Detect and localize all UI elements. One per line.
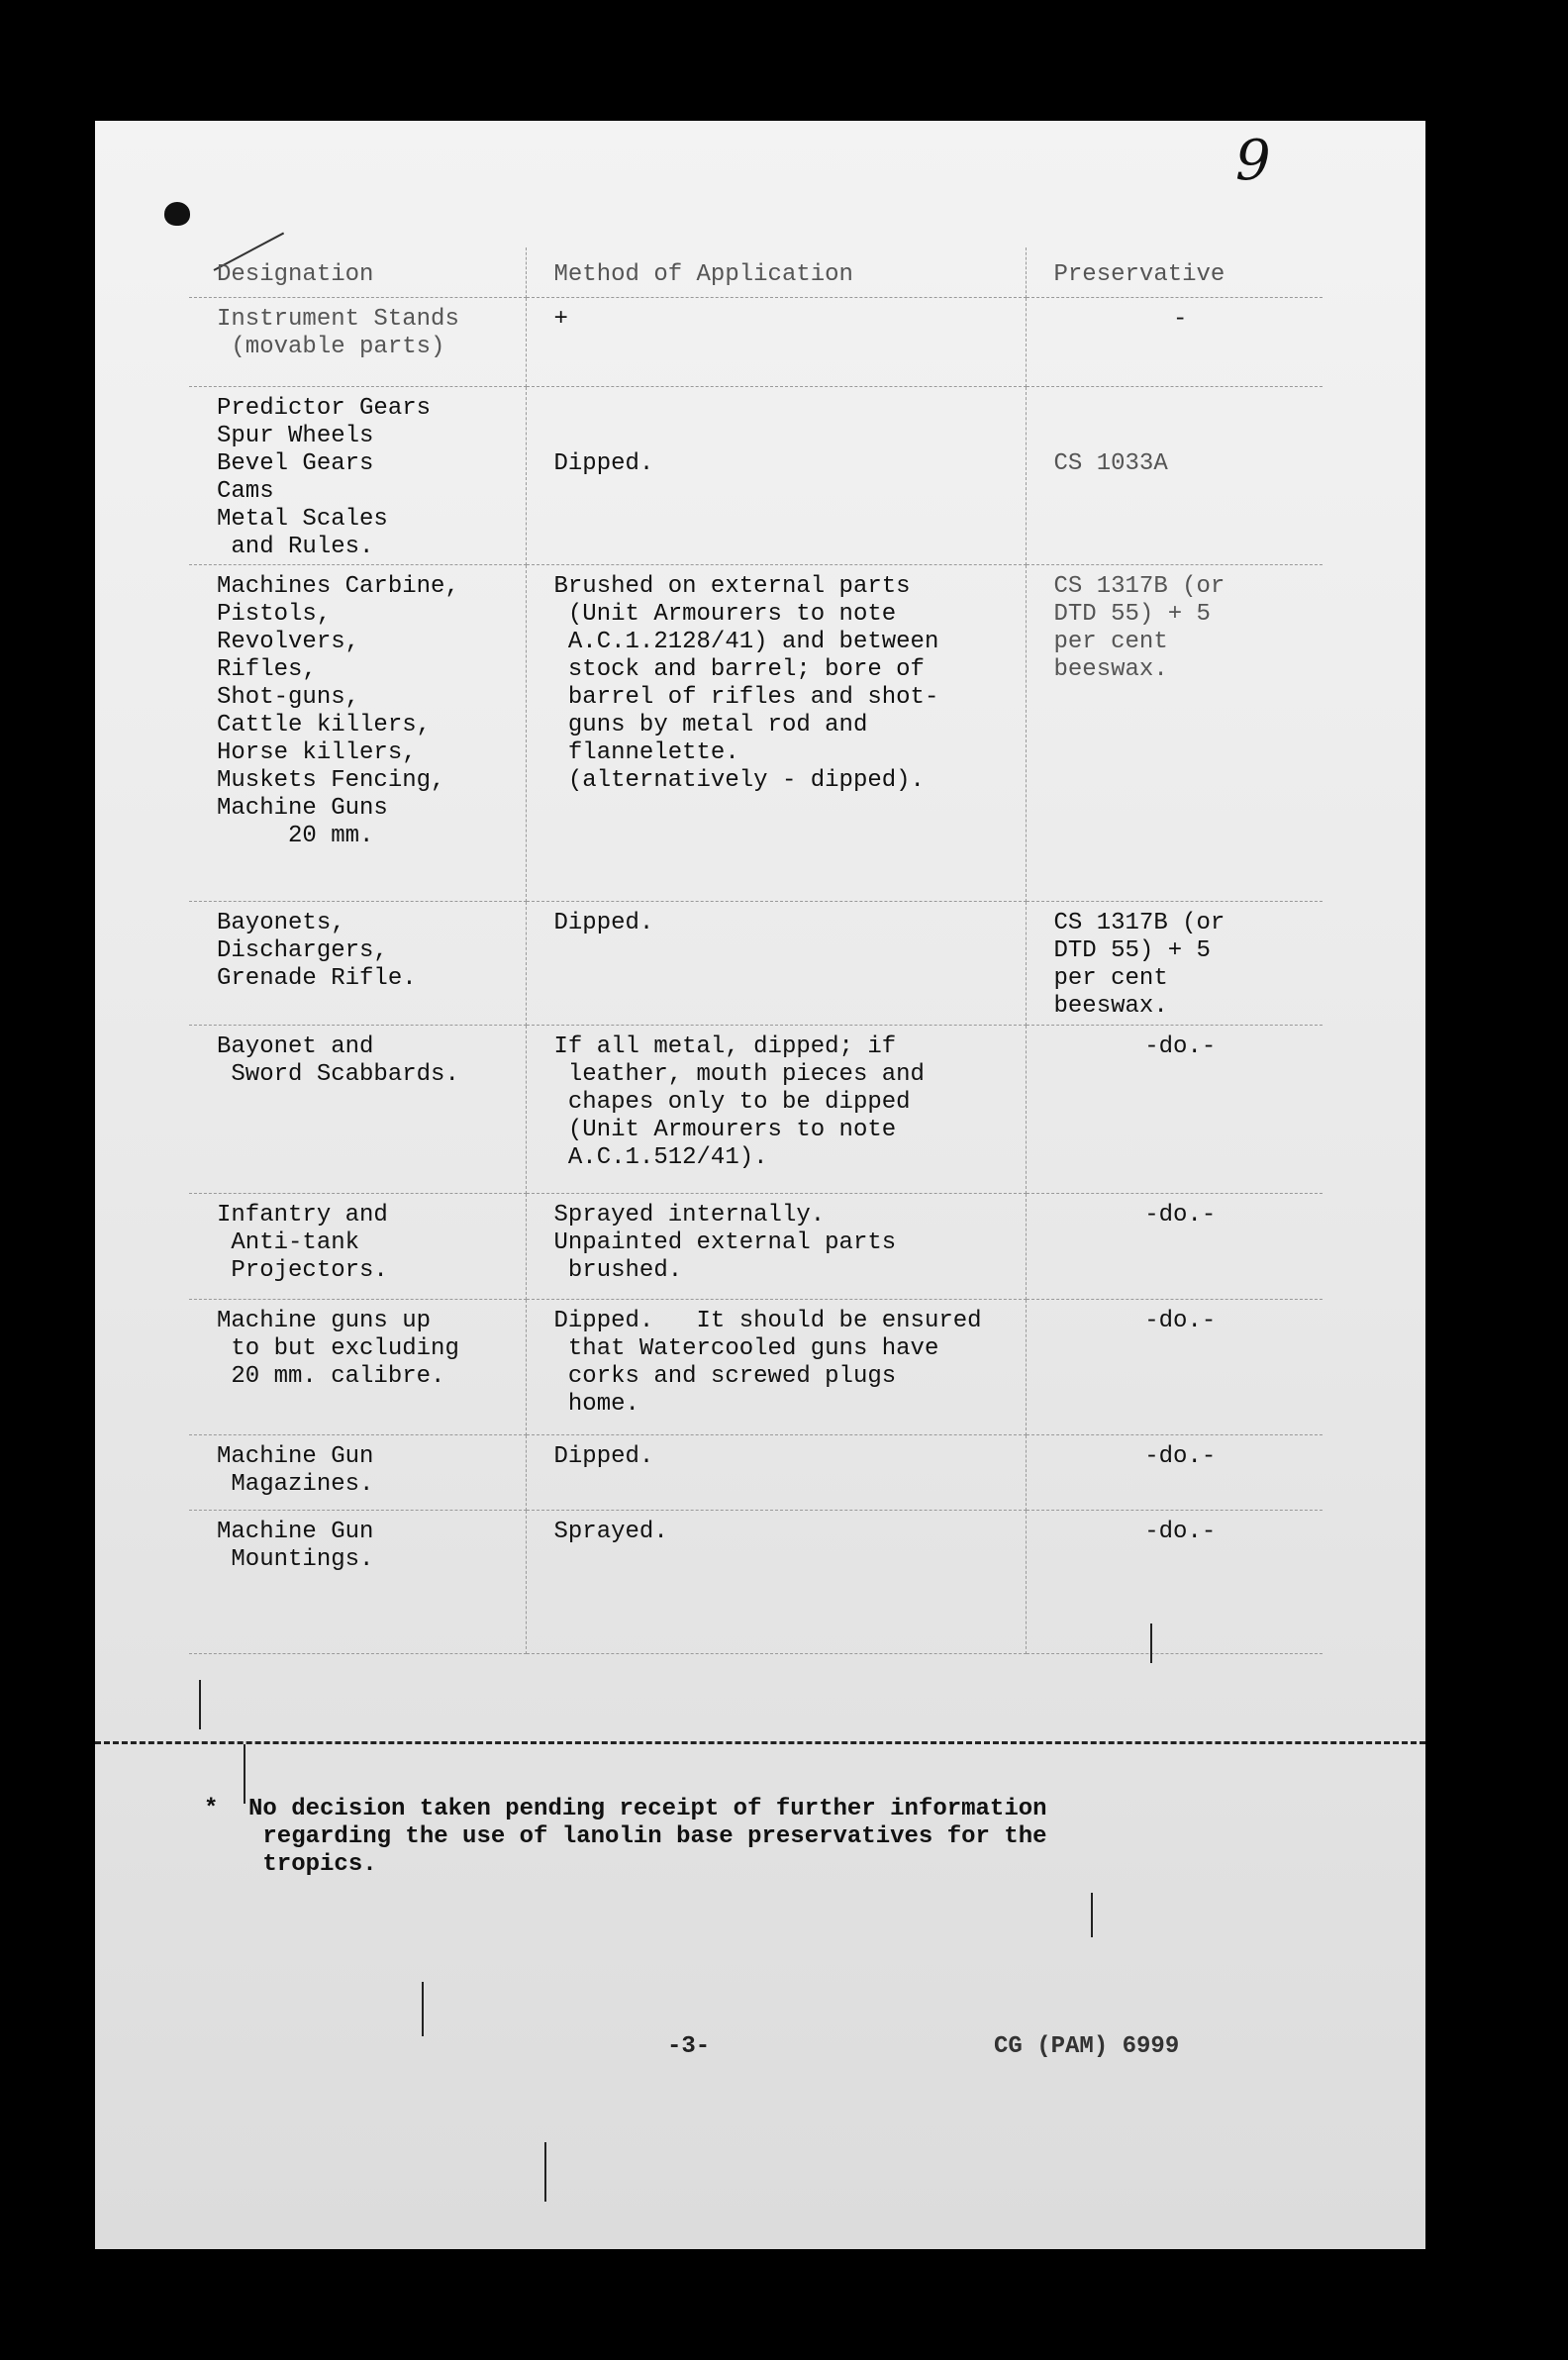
method-cell: + <box>526 298 1026 387</box>
method-cell: If all metal, dipped; if leather, mouth pieces and chapes only to be dipped (Unit Armourers to note A.C.1.512/41). <box>526 1026 1026 1194</box>
preservative-cell: CS 1317B (or DTD 55) + 5 per cent beeswax. <box>1026 565 1323 902</box>
table-row-machine-gun-mountings <box>189 1511 1323 1654</box>
designation-cell: Machine guns up to but excluding 20 mm. calibre. <box>189 1300 526 1435</box>
preservatives-table <box>189 247 1323 1654</box>
document-page <box>95 121 1425 2249</box>
section-divider-rule <box>95 1741 1425 1744</box>
table-row-bayonets <box>189 902 1323 1026</box>
handwritten-page-number: 9 <box>1235 129 1271 193</box>
film-scratch <box>199 1680 201 1729</box>
preservative-cell: -do.- <box>1026 1300 1323 1435</box>
preservative-cell: -do.- <box>1026 1026 1323 1194</box>
preservative-cell: CS 1033A <box>1026 387 1323 565</box>
film-scratch <box>1150 1623 1152 1663</box>
method-cell: Dipped. <box>526 1435 1026 1511</box>
preservative-cell: -do.- <box>1026 1435 1323 1511</box>
table-row-machine-guns <box>189 1300 1323 1435</box>
designation-cell: Machine Gun Mountings. <box>189 1511 526 1654</box>
film-scratch <box>422 1982 424 2036</box>
page-footer-number: -3- <box>667 2033 711 2060</box>
designation-cell: Machines Carbine, Pistols, Revolvers, Rifles, Shot-guns, Cattle killers, Horse killers, Muskets Fencing, Machine Guns 20 mm. <box>189 565 526 902</box>
designation-cell: Machine Gun Magazines. <box>189 1435 526 1511</box>
preservative-cell: -do.- <box>1026 1194 1323 1300</box>
film-scratch <box>244 1744 245 1804</box>
table-row-predictor-gears <box>189 387 1323 565</box>
preservative-cell: CS 1317B (or DTD 55) + 5 per cent beeswax. <box>1026 902 1323 1026</box>
method-cell: Dipped. It should be ensured that Watercooled guns have corks and screwed plugs home. <box>526 1300 1026 1435</box>
method-cell: Brushed on external parts (Unit Armourers to note A.C.1.2128/41) and between stock and barrel; bore of barrel of rifles and shot- guns by metal rod and flannelette. (alternatively - dipped). <box>526 565 1026 902</box>
table-row-machines-carbine <box>189 565 1323 902</box>
header-designation: Designation <box>189 247 526 298</box>
table-row-machine-gun-magazines <box>189 1435 1323 1511</box>
hole-punch-mark <box>164 202 190 226</box>
preservative-cell: -do.- <box>1026 1511 1323 1654</box>
footnote-text: No decision taken pending receipt of further information regarding the use of lanolin base preservatives for the tropics. <box>248 1796 1047 1878</box>
designation-cell: Infantry and Anti-tank Projectors. <box>189 1194 526 1300</box>
method-cell: Sprayed. <box>526 1511 1026 1654</box>
header-preservative: Preservative <box>1026 247 1323 298</box>
designation-cell: Predictor Gears Spur Wheels Bevel Gears Cams Metal Scales and Rules. <box>189 387 526 565</box>
method-cell: Sprayed internally. Unpainted external parts brushed. <box>526 1194 1026 1300</box>
table-row-infantry-projectors <box>189 1194 1323 1300</box>
designation-cell: Bayonets, Dischargers, Grenade Rifle. <box>189 902 526 1026</box>
film-scratch <box>1091 1893 1093 1937</box>
preservative-cell: - <box>1026 298 1323 387</box>
method-cell: Dipped. <box>526 387 1026 565</box>
table-row-instrument-stands <box>189 298 1323 387</box>
designation-cell: Instrument Stands (movable parts) <box>189 298 526 387</box>
table-header-row <box>189 247 1323 298</box>
header-method: Method of Application <box>526 247 1026 298</box>
designation-cell: Bayonet and Sword Scabbards. <box>189 1026 526 1194</box>
table-row-bayonet-scabbards <box>189 1026 1323 1194</box>
document-reference: CG (PAM) 6999 <box>994 2033 1180 2060</box>
footnote-asterisk: * <box>204 1796 219 1822</box>
film-scratch <box>544 2142 546 2202</box>
method-cell: Dipped. <box>526 902 1026 1026</box>
